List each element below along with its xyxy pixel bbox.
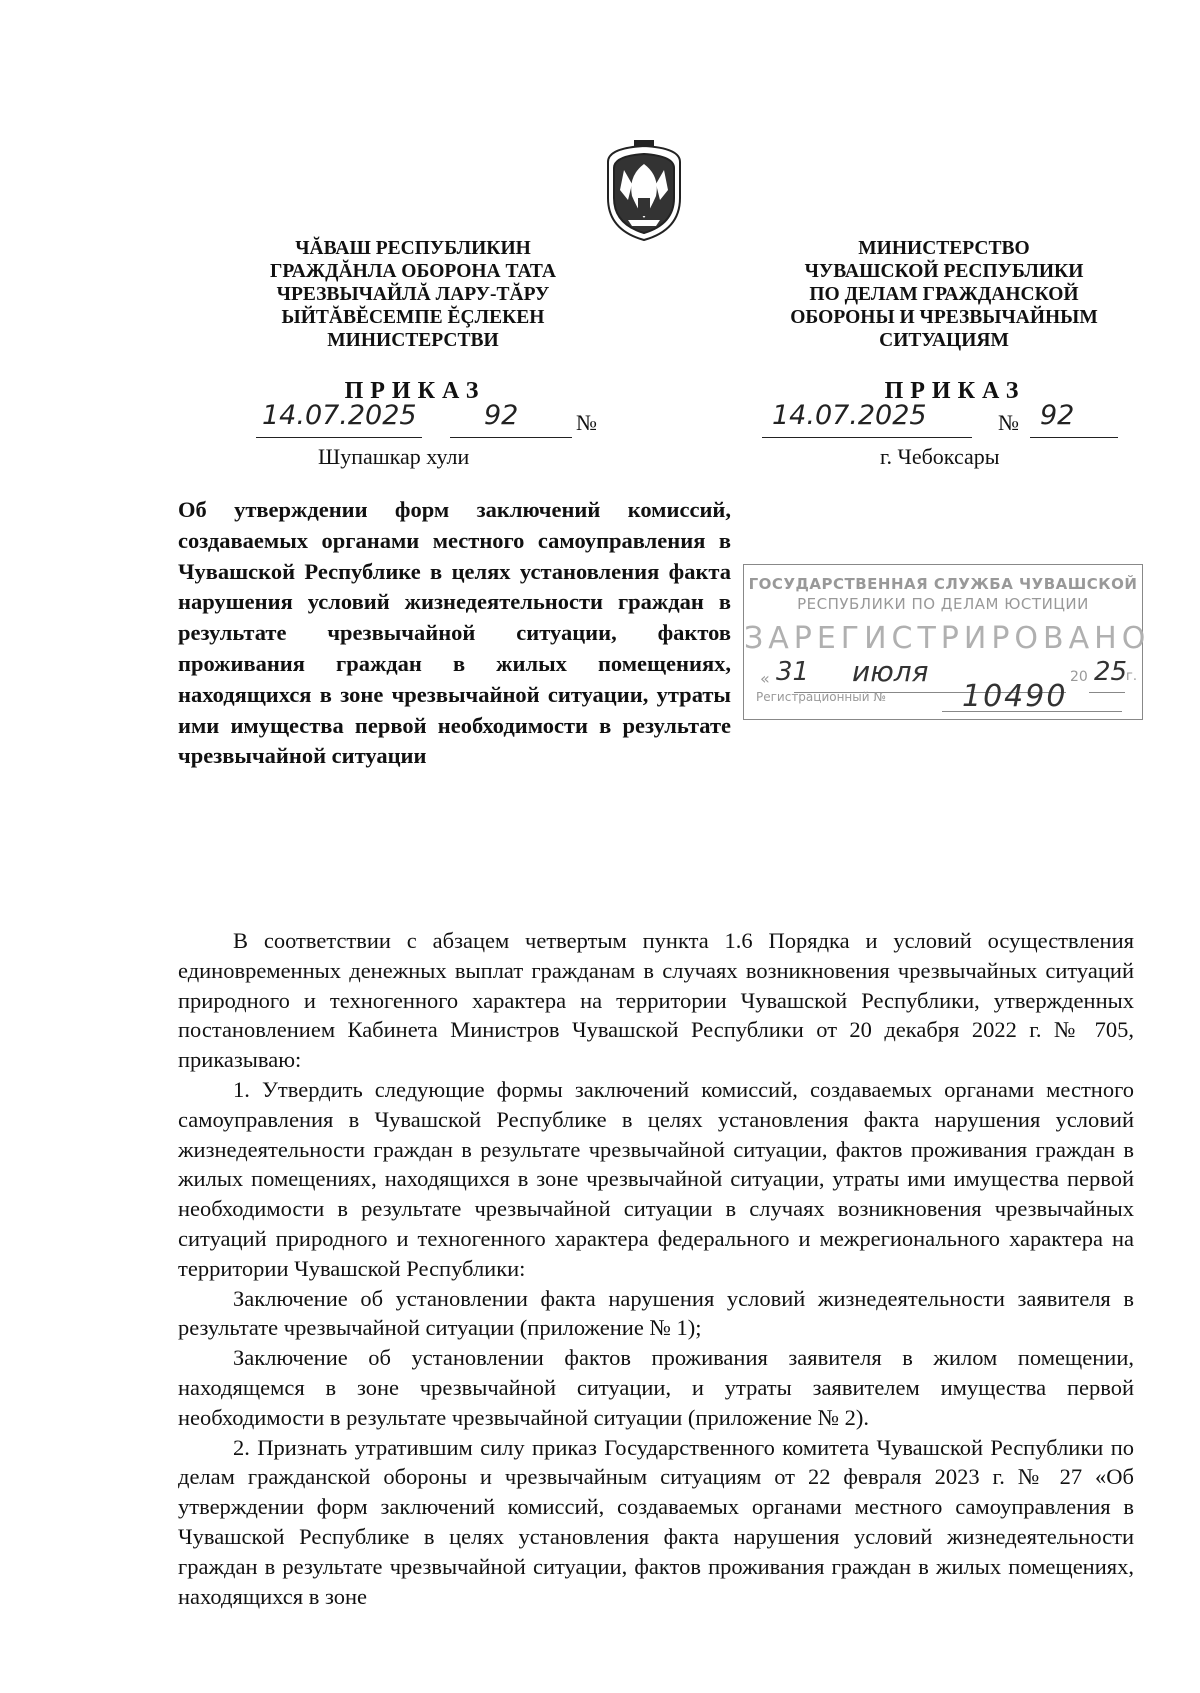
org-line: СИТУАЦИЯМ bbox=[879, 330, 1009, 351]
org-line: ЧУВАШСКОЙ РЕСПУБЛИКИ bbox=[804, 261, 1084, 282]
document-body bbox=[178, 926, 1134, 1611]
stamp-line-2: РЕСПУБЛИКИ ПО ДЕЛАМ ЮСТИЦИИ bbox=[797, 595, 1089, 613]
stamp-registered: ЗАРЕГИСТРИРОВАНО bbox=[744, 621, 1151, 656]
number-sign-left: № bbox=[576, 410, 597, 435]
org-line: ОБОРОНЫ И ЧРЕЗВЫЧАЙНЫМ bbox=[790, 307, 1098, 328]
stamp-year-prefix: 20 bbox=[1070, 669, 1088, 685]
order-number-right: 92 bbox=[1040, 400, 1075, 431]
body-paragraph: В соответствии с абзацем четвертым пункта 1.6 Порядка и условий осуществления единовременных денежных выплат гражданам в случаях возникновения чрезвычайных ситуаций природного и техногенного характера на территории Чувашской Республики, утвержденных постановлением Кабинета Министров Чувашской Республики от 20 декабря 2022 г. № 705, приказываю: bbox=[178, 928, 1134, 1073]
body-paragraph: 1. Утвердить следующие формы заключений комиссий, создаваемых органами местного самоуправления в Чувашской Республике в целях установления факта нарушения условий жизнедеятельности граждан в результате чрезвычайной ситуации, фактов проживания граждан в жилых помещениях, находящихся в зоне чрезвычайной ситуации, утраты ими имущества первой необходимости в результате чрезвычайной ситуации в случаях возникновения чрезвычайных ситуаций природного и техногенного характера федерального и межрегионального характера на территории Чувашской Республики: bbox=[178, 1076, 1134, 1281]
org-line: ГРАЖДĂНЛА ОБОРОНА ТАТА bbox=[269, 261, 557, 282]
city-right: г. Чебоксары bbox=[880, 444, 1000, 469]
order-heading-left: ПРИКАЗ bbox=[344, 378, 486, 404]
number-underline-left bbox=[450, 437, 572, 438]
org-line: МИНИСТЕРСТВО bbox=[858, 238, 1030, 259]
org-line: МИНИСТЕРСТВИ bbox=[327, 330, 499, 351]
org-line: ЧРЕЗВЫЧАЙЛĂ ЛАРУ-ТĂРУ bbox=[276, 284, 550, 305]
body-paragraph: Заключение об установлении фактов проживания заявителя в жилом помещении, находящемся в зоне чрезвычайной ситуации, и утраты заявителем имущества первой необходимости в результате чрезвычайной ситуации (приложение № 2). bbox=[178, 1345, 1134, 1430]
body-paragraph: Заключение об установлении факта нарушения условий жизнедеятельности заявителя в результате чрезвычайной ситуации (приложение № 1); bbox=[178, 1285, 1134, 1341]
city-left: Шупашкар хули bbox=[318, 444, 470, 469]
stamp-year: 25 bbox=[1094, 657, 1128, 687]
order-heading-right: ПРИКАЗ bbox=[884, 378, 1026, 404]
org-name-russian bbox=[774, 237, 1114, 352]
body-paragraph: 2. Признать утратившим силу приказ Государственного комитета Чувашской Республики по делам гражданской обороны и чрезвычайным ситуациям от 22 февраля 2023 г. № 27 «Об утверждении форм заключений комиссий, создаваемых органами местного самоуправления в Чувашской Республике в целях установления факта нарушения условий жизнедеятельности граждан в результате чрезвычайной ситуации, фактов проживания граждан в жилых помещениях, находящихся в зоне bbox=[178, 1434, 1134, 1609]
stamp-line-1: ГОСУДАРСТВЕННАЯ СЛУЖБА ЧУВАШСКОЙ bbox=[748, 575, 1138, 593]
stamp-year-underline bbox=[1089, 692, 1125, 693]
stamp-month: июля bbox=[852, 655, 929, 688]
number-underline-right bbox=[1030, 437, 1118, 438]
org-name-chuvash bbox=[248, 237, 578, 352]
stamp-day: 31 bbox=[776, 657, 810, 687]
stamp-reg-label: Регистрационный № bbox=[756, 690, 886, 704]
date-underline-left bbox=[256, 437, 422, 438]
registration-stamp bbox=[743, 564, 1151, 720]
org-line: ЫЙТĂВĔСЕМПЕ ĔÇЛЕКЕН bbox=[281, 307, 545, 328]
order-number-left: 92 bbox=[484, 400, 519, 431]
coat-of-arms-emblem-icon bbox=[598, 140, 690, 244]
order-date-left: 14.07.2025 bbox=[262, 400, 417, 431]
document-title: Об утверждении форм заключений комиссий, создаваемых органами местного самоуправления в Чувашской Республике в целях установления факта нарушения условий жизнедеятельности граждан в результате чрезвычайной ситуации, фактов проживания граждан в жилых помещениях, находящихся в зоне чрезвычайной ситуации, утраты ими имущества первой необходимости в результате чрезвычайной ситуации bbox=[178, 497, 731, 769]
stamp-reg-underline bbox=[942, 711, 1122, 712]
number-sign-right: № bbox=[998, 410, 1019, 435]
stamp-reg-number: 10490 bbox=[962, 679, 1068, 714]
stamp-year-suffix: г. bbox=[1126, 669, 1137, 684]
stamp-quote: « bbox=[760, 669, 770, 688]
org-line: ПО ДЕЛАМ ГРАЖДАНСКОЙ bbox=[809, 284, 1079, 305]
order-date-right: 14.07.2025 bbox=[772, 400, 927, 431]
org-line: ЧĂВАШ РЕСПУБЛИКИН bbox=[295, 238, 531, 259]
date-underline-right bbox=[762, 437, 972, 438]
